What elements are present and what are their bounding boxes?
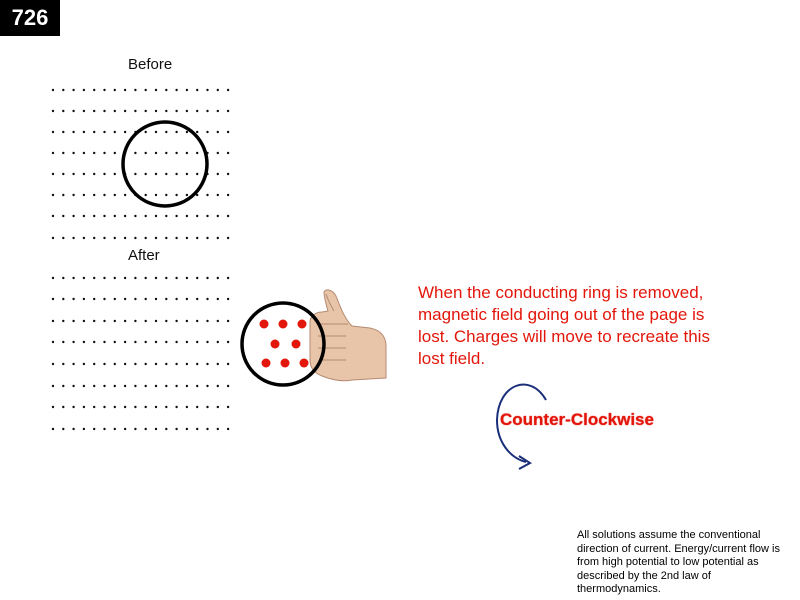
field-dot <box>206 131 208 133</box>
field-dot <box>145 428 147 430</box>
field-dot <box>227 89 229 91</box>
field-dot <box>227 341 229 343</box>
field-dot <box>175 89 177 91</box>
field-dot <box>62 110 64 112</box>
field-dot <box>52 173 54 175</box>
field-dot <box>196 277 198 279</box>
field-dot <box>196 89 198 91</box>
field-dot <box>62 341 64 343</box>
field-dot <box>83 298 85 300</box>
field-dot <box>186 194 188 196</box>
field-dot <box>155 110 157 112</box>
field-dot <box>165 298 167 300</box>
field-dot <box>145 194 147 196</box>
explanation-text: When the conducting ring is removed, magnetic field going out of the page is lost. Charges will move to recreate this lost field. <box>418 283 710 368</box>
field-dot <box>196 110 198 112</box>
field-dot <box>124 89 126 91</box>
field-dot <box>52 110 54 112</box>
field-dot <box>206 428 208 430</box>
induced-field-dot <box>262 359 271 368</box>
field-dot <box>206 363 208 365</box>
field-dot <box>217 341 219 343</box>
field-dot <box>165 89 167 91</box>
field-dot <box>196 215 198 217</box>
field-dot <box>227 215 229 217</box>
field-dot <box>93 110 95 112</box>
field-dot <box>175 110 177 112</box>
field-dot <box>72 110 74 112</box>
field-dot <box>165 152 167 154</box>
field-dot <box>155 277 157 279</box>
field-dot <box>217 406 219 408</box>
slide-number-badge: 726 <box>0 0 60 36</box>
field-dot <box>217 237 219 239</box>
field-dot <box>124 320 126 322</box>
field-dot <box>206 89 208 91</box>
field-dot <box>103 131 105 133</box>
field-dot <box>206 237 208 239</box>
field-dot <box>227 298 229 300</box>
field-dot <box>124 131 126 133</box>
field-dot <box>114 363 116 365</box>
field-dot <box>134 173 136 175</box>
field-dot <box>165 131 167 133</box>
field-dot <box>165 320 167 322</box>
field-dot <box>186 298 188 300</box>
field-dot <box>217 89 219 91</box>
field-dot <box>165 277 167 279</box>
footnote-text: All solutions assume the conventional direction of current. Energy/current flow is from high potential to low potential as described by the 2nd law of thermodynamics. <box>577 529 780 595</box>
before-field-dots <box>52 89 230 239</box>
field-dot <box>114 194 116 196</box>
field-dot <box>196 152 198 154</box>
field-dot <box>103 173 105 175</box>
field-dot <box>145 131 147 133</box>
field-dot <box>83 194 85 196</box>
after-label: After <box>128 247 160 264</box>
field-dot <box>175 363 177 365</box>
field-dot <box>217 152 219 154</box>
field-dot <box>114 215 116 217</box>
field-dot <box>114 320 116 322</box>
field-dot <box>103 277 105 279</box>
induced-field-dot <box>260 320 269 329</box>
field-dot <box>93 277 95 279</box>
field-dot <box>145 215 147 217</box>
field-dot <box>217 277 219 279</box>
field-dot <box>217 363 219 365</box>
field-dot <box>83 428 85 430</box>
field-dot <box>83 215 85 217</box>
field-dot <box>134 298 136 300</box>
field-dot <box>227 110 229 112</box>
field-dot <box>217 385 219 387</box>
field-dot <box>52 277 54 279</box>
field-dot <box>52 385 54 387</box>
field-dot <box>186 363 188 365</box>
field-dot <box>83 363 85 365</box>
field-dot <box>72 237 74 239</box>
field-dot <box>52 406 54 408</box>
field-dot <box>114 277 116 279</box>
induced-field-dot <box>279 320 288 329</box>
field-dot <box>145 89 147 91</box>
field-dot <box>155 215 157 217</box>
field-dot <box>114 152 116 154</box>
field-dot <box>217 131 219 133</box>
field-dot <box>83 173 85 175</box>
induced-field-dot <box>281 359 290 368</box>
field-dot <box>124 428 126 430</box>
field-dot <box>103 110 105 112</box>
field-dot <box>175 152 177 154</box>
field-dot <box>186 89 188 91</box>
field-dot <box>103 89 105 91</box>
field-dot <box>134 385 136 387</box>
field-dot <box>103 152 105 154</box>
field-dot <box>217 173 219 175</box>
field-dot <box>155 385 157 387</box>
field-dot <box>62 131 64 133</box>
field-dot <box>114 385 116 387</box>
field-dot <box>145 110 147 112</box>
field-dot <box>103 298 105 300</box>
field-dot <box>134 152 136 154</box>
field-dot <box>52 152 54 154</box>
field-dot <box>83 385 85 387</box>
field-dot <box>114 110 116 112</box>
field-dot <box>134 363 136 365</box>
field-dot <box>124 110 126 112</box>
field-dot <box>206 215 208 217</box>
field-dot <box>134 406 136 408</box>
field-dot <box>145 152 147 154</box>
field-dot <box>155 406 157 408</box>
field-dot <box>175 194 177 196</box>
field-dot <box>227 194 229 196</box>
field-dot <box>186 237 188 239</box>
field-dot <box>52 89 54 91</box>
field-dot <box>175 215 177 217</box>
field-dot <box>186 406 188 408</box>
field-dot <box>103 237 105 239</box>
field-dot <box>145 277 147 279</box>
field-dot <box>186 152 188 154</box>
field-dot <box>196 131 198 133</box>
field-dot <box>124 194 126 196</box>
field-dot <box>103 320 105 322</box>
field-dot <box>93 406 95 408</box>
field-dot <box>165 110 167 112</box>
field-dot <box>93 173 95 175</box>
field-dot <box>186 277 188 279</box>
field-dot <box>186 215 188 217</box>
field-dot <box>62 277 64 279</box>
field-dot <box>206 320 208 322</box>
field-dot <box>134 237 136 239</box>
field-dot <box>62 406 64 408</box>
field-dot <box>62 320 64 322</box>
field-dot <box>196 385 198 387</box>
field-dot <box>196 320 198 322</box>
field-dot <box>114 131 116 133</box>
field-dot <box>155 131 157 133</box>
field-dot <box>72 131 74 133</box>
field-dot <box>196 363 198 365</box>
field-dot <box>103 363 105 365</box>
field-dot <box>114 428 116 430</box>
field-dot <box>124 363 126 365</box>
field-dot <box>165 173 167 175</box>
field-dot <box>227 385 229 387</box>
field-dot <box>52 237 54 239</box>
field-dot <box>93 428 95 430</box>
field-dot <box>62 194 64 196</box>
field-dot <box>93 237 95 239</box>
field-dot <box>124 385 126 387</box>
field-dot <box>155 194 157 196</box>
field-dot <box>72 152 74 154</box>
field-dot <box>72 173 74 175</box>
field-dot <box>165 385 167 387</box>
field-dot <box>62 298 64 300</box>
field-dot <box>114 406 116 408</box>
field-dot <box>217 428 219 430</box>
field-dot <box>134 320 136 322</box>
field-dot <box>217 298 219 300</box>
field-dot <box>175 298 177 300</box>
field-dot <box>206 298 208 300</box>
field-dot <box>103 385 105 387</box>
induced-field-dot <box>300 359 309 368</box>
field-dot <box>72 277 74 279</box>
field-dot <box>175 341 177 343</box>
field-dot <box>155 237 157 239</box>
field-dot <box>165 406 167 408</box>
field-dot <box>155 89 157 91</box>
field-dot <box>83 89 85 91</box>
field-dot <box>145 406 147 408</box>
field-dot <box>72 298 74 300</box>
field-dot <box>62 385 64 387</box>
field-dot <box>52 131 54 133</box>
field-dot <box>114 89 116 91</box>
field-dot <box>165 194 167 196</box>
field-dot <box>145 237 147 239</box>
field-dot <box>134 428 136 430</box>
field-dot <box>114 341 116 343</box>
field-dot <box>83 110 85 112</box>
field-dot <box>62 428 64 430</box>
field-dot <box>124 406 126 408</box>
field-dot <box>217 194 219 196</box>
field-dot <box>103 428 105 430</box>
field-dot <box>186 428 188 430</box>
field-dot <box>206 385 208 387</box>
field-dot <box>165 237 167 239</box>
field-dot <box>155 173 157 175</box>
field-dot <box>93 385 95 387</box>
field-dot <box>62 152 64 154</box>
field-dot <box>206 194 208 196</box>
field-dot <box>227 152 229 154</box>
field-dot <box>145 385 147 387</box>
field-dot <box>103 341 105 343</box>
field-dot <box>62 215 64 217</box>
field-dot <box>72 406 74 408</box>
field-dot <box>83 320 85 322</box>
field-dot <box>227 363 229 365</box>
field-dot <box>155 320 157 322</box>
field-dot <box>155 363 157 365</box>
field-dot <box>227 320 229 322</box>
field-dot <box>196 298 198 300</box>
field-dot <box>217 320 219 322</box>
field-dot <box>83 152 85 154</box>
field-dot <box>186 110 188 112</box>
field-dot <box>186 131 188 133</box>
field-dot <box>124 277 126 279</box>
field-dot <box>145 173 147 175</box>
field-dot <box>165 363 167 365</box>
field-dot <box>175 385 177 387</box>
field-dot <box>93 298 95 300</box>
field-dot <box>217 215 219 217</box>
field-dot <box>227 131 229 133</box>
field-dot <box>175 237 177 239</box>
induced-field-dot <box>298 320 307 329</box>
field-dot <box>72 320 74 322</box>
field-dot <box>83 406 85 408</box>
field-dot <box>124 215 126 217</box>
field-dot <box>227 237 229 239</box>
field-dot <box>165 341 167 343</box>
field-dot <box>227 428 229 430</box>
field-dot <box>155 341 157 343</box>
field-dot <box>175 131 177 133</box>
field-dot <box>72 341 74 343</box>
field-dot <box>155 298 157 300</box>
field-dot <box>134 341 136 343</box>
field-dot <box>93 341 95 343</box>
field-dot <box>145 298 147 300</box>
field-dot <box>52 194 54 196</box>
field-dot <box>52 215 54 217</box>
field-dot <box>175 320 177 322</box>
field-dot <box>62 363 64 365</box>
field-dot <box>72 89 74 91</box>
field-dot <box>114 298 116 300</box>
field-dot <box>83 131 85 133</box>
field-dot <box>186 173 188 175</box>
field-dot <box>155 152 157 154</box>
induced-field-dot <box>292 340 301 349</box>
field-dot <box>145 341 147 343</box>
before-label: Before <box>128 56 173 73</box>
field-dot <box>124 341 126 343</box>
field-dot <box>196 428 198 430</box>
field-dot <box>165 215 167 217</box>
direction-label: Counter-Clockwise <box>500 410 654 429</box>
field-dot <box>93 215 95 217</box>
field-dot <box>72 385 74 387</box>
field-dot <box>145 320 147 322</box>
field-dot <box>62 173 64 175</box>
induced-field-dot <box>271 340 280 349</box>
field-dot <box>72 194 74 196</box>
field-dot <box>52 428 54 430</box>
field-dot <box>196 341 198 343</box>
field-dot <box>72 215 74 217</box>
after-field-dots <box>52 277 230 430</box>
field-dot <box>52 298 54 300</box>
field-dot <box>196 406 198 408</box>
field-dot <box>72 363 74 365</box>
field-dot <box>206 110 208 112</box>
field-dot <box>227 406 229 408</box>
field-dot <box>175 173 177 175</box>
field-dot <box>83 237 85 239</box>
field-dot <box>186 385 188 387</box>
before-ring <box>123 122 207 206</box>
field-dot <box>196 173 198 175</box>
field-dot <box>83 341 85 343</box>
field-dot <box>52 363 54 365</box>
field-dot <box>134 89 136 91</box>
field-dot <box>93 320 95 322</box>
field-dot <box>227 173 229 175</box>
field-dot <box>155 428 157 430</box>
field-dot <box>134 215 136 217</box>
field-dot <box>114 173 116 175</box>
field-dot <box>175 428 177 430</box>
field-dot <box>175 406 177 408</box>
field-dot <box>186 320 188 322</box>
field-dot <box>206 406 208 408</box>
field-dot <box>52 320 54 322</box>
field-dot <box>62 89 64 91</box>
field-dot <box>93 363 95 365</box>
field-dot <box>114 237 116 239</box>
field-dot <box>206 277 208 279</box>
field-dot <box>124 298 126 300</box>
field-dot <box>93 194 95 196</box>
field-dot <box>93 131 95 133</box>
field-dot <box>134 277 136 279</box>
field-dot <box>145 363 147 365</box>
induced-field-dots <box>260 320 309 368</box>
field-dot <box>103 406 105 408</box>
field-dot <box>134 110 136 112</box>
field-dot <box>217 110 219 112</box>
field-dot <box>52 341 54 343</box>
field-dot <box>165 428 167 430</box>
field-dot <box>93 89 95 91</box>
field-dot <box>206 341 208 343</box>
field-dot <box>72 428 74 430</box>
field-dot <box>186 341 188 343</box>
field-dot <box>93 152 95 154</box>
field-dot <box>227 277 229 279</box>
field-dot <box>175 277 177 279</box>
field-dot <box>196 237 198 239</box>
field-dot <box>83 277 85 279</box>
field-dot <box>124 237 126 239</box>
field-dot <box>103 194 105 196</box>
field-dot <box>103 215 105 217</box>
field-dot <box>62 237 64 239</box>
